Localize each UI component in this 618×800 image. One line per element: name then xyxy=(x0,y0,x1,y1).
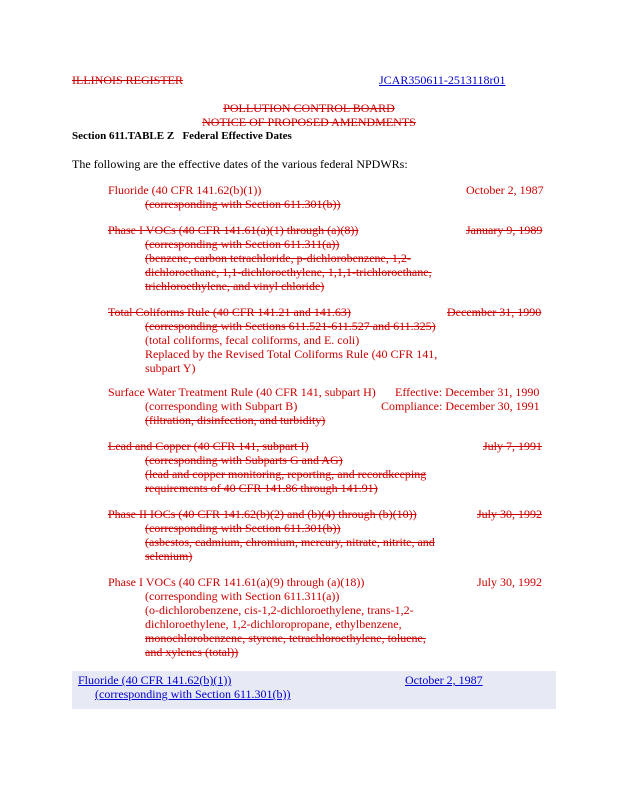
entry-lead-copper-date: July 7, 1991 xyxy=(483,439,543,453)
entry-tcr-line: subpart Y) xyxy=(145,361,196,375)
entry-swtr-line: (filtration, disinfection, and turbidity) xyxy=(145,413,326,427)
entry-tcr-date: December 31, 1990 xyxy=(447,305,542,319)
register-name: ILLINOIS REGISTER xyxy=(72,73,183,87)
entry-swtr-title: Surface Water Treatment Rule (40 CFR 141, subpart H) xyxy=(108,385,376,399)
entry-phase2-ioc-line: selenium) xyxy=(145,549,193,563)
inserted-fluoride-line[interactable]: (corresponding with Section 611.301(b)) xyxy=(95,687,291,701)
entry-phase2-ioc-line: (asbestos, cadmium, chromium, mercury, nitrate, nitrite, and xyxy=(145,535,435,549)
entry-fluoride-line: (corresponding with Section 611.301(b)) xyxy=(145,197,341,211)
entry-voc-9-18-line: (corresponding with Section 611.311(a)) xyxy=(145,589,340,603)
entry-phase2-ioc-line: (corresponding with Section 611.301(b)) xyxy=(145,521,341,535)
entry-phase1-voc-line: trichloroethylene, and vinyl chloride) xyxy=(145,279,325,293)
section-heading xyxy=(72,129,292,143)
entry-tcr-line: (total coliforms, fecal coliforms, and E. coli) xyxy=(145,333,360,347)
entry-phase2-ioc-date: July 30, 1992 xyxy=(477,507,543,521)
entry-tcr-line: Replaced by the Revised Total Coliforms Rule (40 CFR 141, xyxy=(145,347,438,361)
entry-lead-copper-title: Lead and Copper (40 CFR 141, subpart I) xyxy=(108,439,309,453)
inserted-fluoride-date[interactable]: October 2, 1987 xyxy=(405,673,483,687)
entry-voc-9-18-line: dichloroethylene, 1,2-dichloropropane, ethylbenzene, xyxy=(145,617,402,631)
entry-tcr-title: Total Coliforms Rule (40 CFR 141.21 and 141.63) xyxy=(108,305,351,319)
entry-lead-copper-line: requirements of 40 CFR 141.86 through 141.91) xyxy=(145,481,378,495)
section-number: Section 611.TABLE Z xyxy=(72,130,175,142)
entry-phase1-voc-line: (benzene, carbon tetrachloride, p-dichlorobenzene, 1,2- xyxy=(145,251,411,265)
entry-phase1-voc-line: (corresponding with Section 611.311(a)) xyxy=(145,237,340,251)
jcar-code-link[interactable]: JCAR350611-2513118r01 xyxy=(379,73,506,87)
entry-voc-9-18-title: Phase I VOCs (40 CFR 141.61(a)(9) through (a)(18)) xyxy=(108,575,365,589)
entry-phase1-voc-date: January 9, 1989 xyxy=(466,223,543,237)
notice-title: NOTICE OF PROPOSED AMENDMENTS xyxy=(202,115,416,129)
section-name: Federal Effective Dates xyxy=(182,130,292,142)
entry-phase2-ioc-title: Phase II IOCs (40 CFR 141.62(b)(2) and (b)(4) through (b)(10)) xyxy=(108,507,417,521)
entry-voc-9-18-line: and xylenes (total)) xyxy=(145,645,239,659)
entry-voc-9-18-line: monochlorobenzene, styrene, tetrachloroethylene, toluene, xyxy=(145,631,426,645)
entry-voc-9-18-date: July 30, 1992 xyxy=(477,575,543,589)
entry-tcr-line: (corresponding with Sections 611.521-611.527 and 611.325) xyxy=(145,319,436,333)
entry-fluoride-date: October 2, 1987 xyxy=(466,183,544,197)
entry-phase1-voc-line: dichloroethane, 1,1-dichloroethylene, 1,1,1-trichloroethane, xyxy=(145,265,432,279)
entry-phase1-voc-title: Phase I VOCs (40 CFR 141.61(a)(1) through (a)(8)) xyxy=(108,223,359,237)
inserted-fluoride-title[interactable]: Fluoride (40 CFR 141.62(b)(1)) xyxy=(78,673,232,687)
entry-lead-copper-line: (lead and copper monitoring, reporting, and recordkeeping xyxy=(145,467,427,481)
entry-voc-9-18-line: (o-dichlorobenzene, cis-1,2-dichloroethylene, trans-1,2- xyxy=(145,603,414,617)
entry-fluoride-title: Fluoride (40 CFR 141.62(b)(1)) xyxy=(108,183,262,197)
board-title: POLLUTION CONTROL BOARD xyxy=(223,101,395,115)
entry-swtr-effective: Effective: December 31, 1990 xyxy=(395,385,540,399)
entry-swtr-compliance: Compliance: December 30, 1991 xyxy=(381,399,540,413)
entry-swtr-line: (corresponding with Subpart B) xyxy=(145,399,298,413)
intro-text: The following are the effective dates of the various federal NPDWRs: xyxy=(72,157,408,171)
entry-lead-copper-line: (corresponding with Subparts G and AG) xyxy=(145,453,343,467)
